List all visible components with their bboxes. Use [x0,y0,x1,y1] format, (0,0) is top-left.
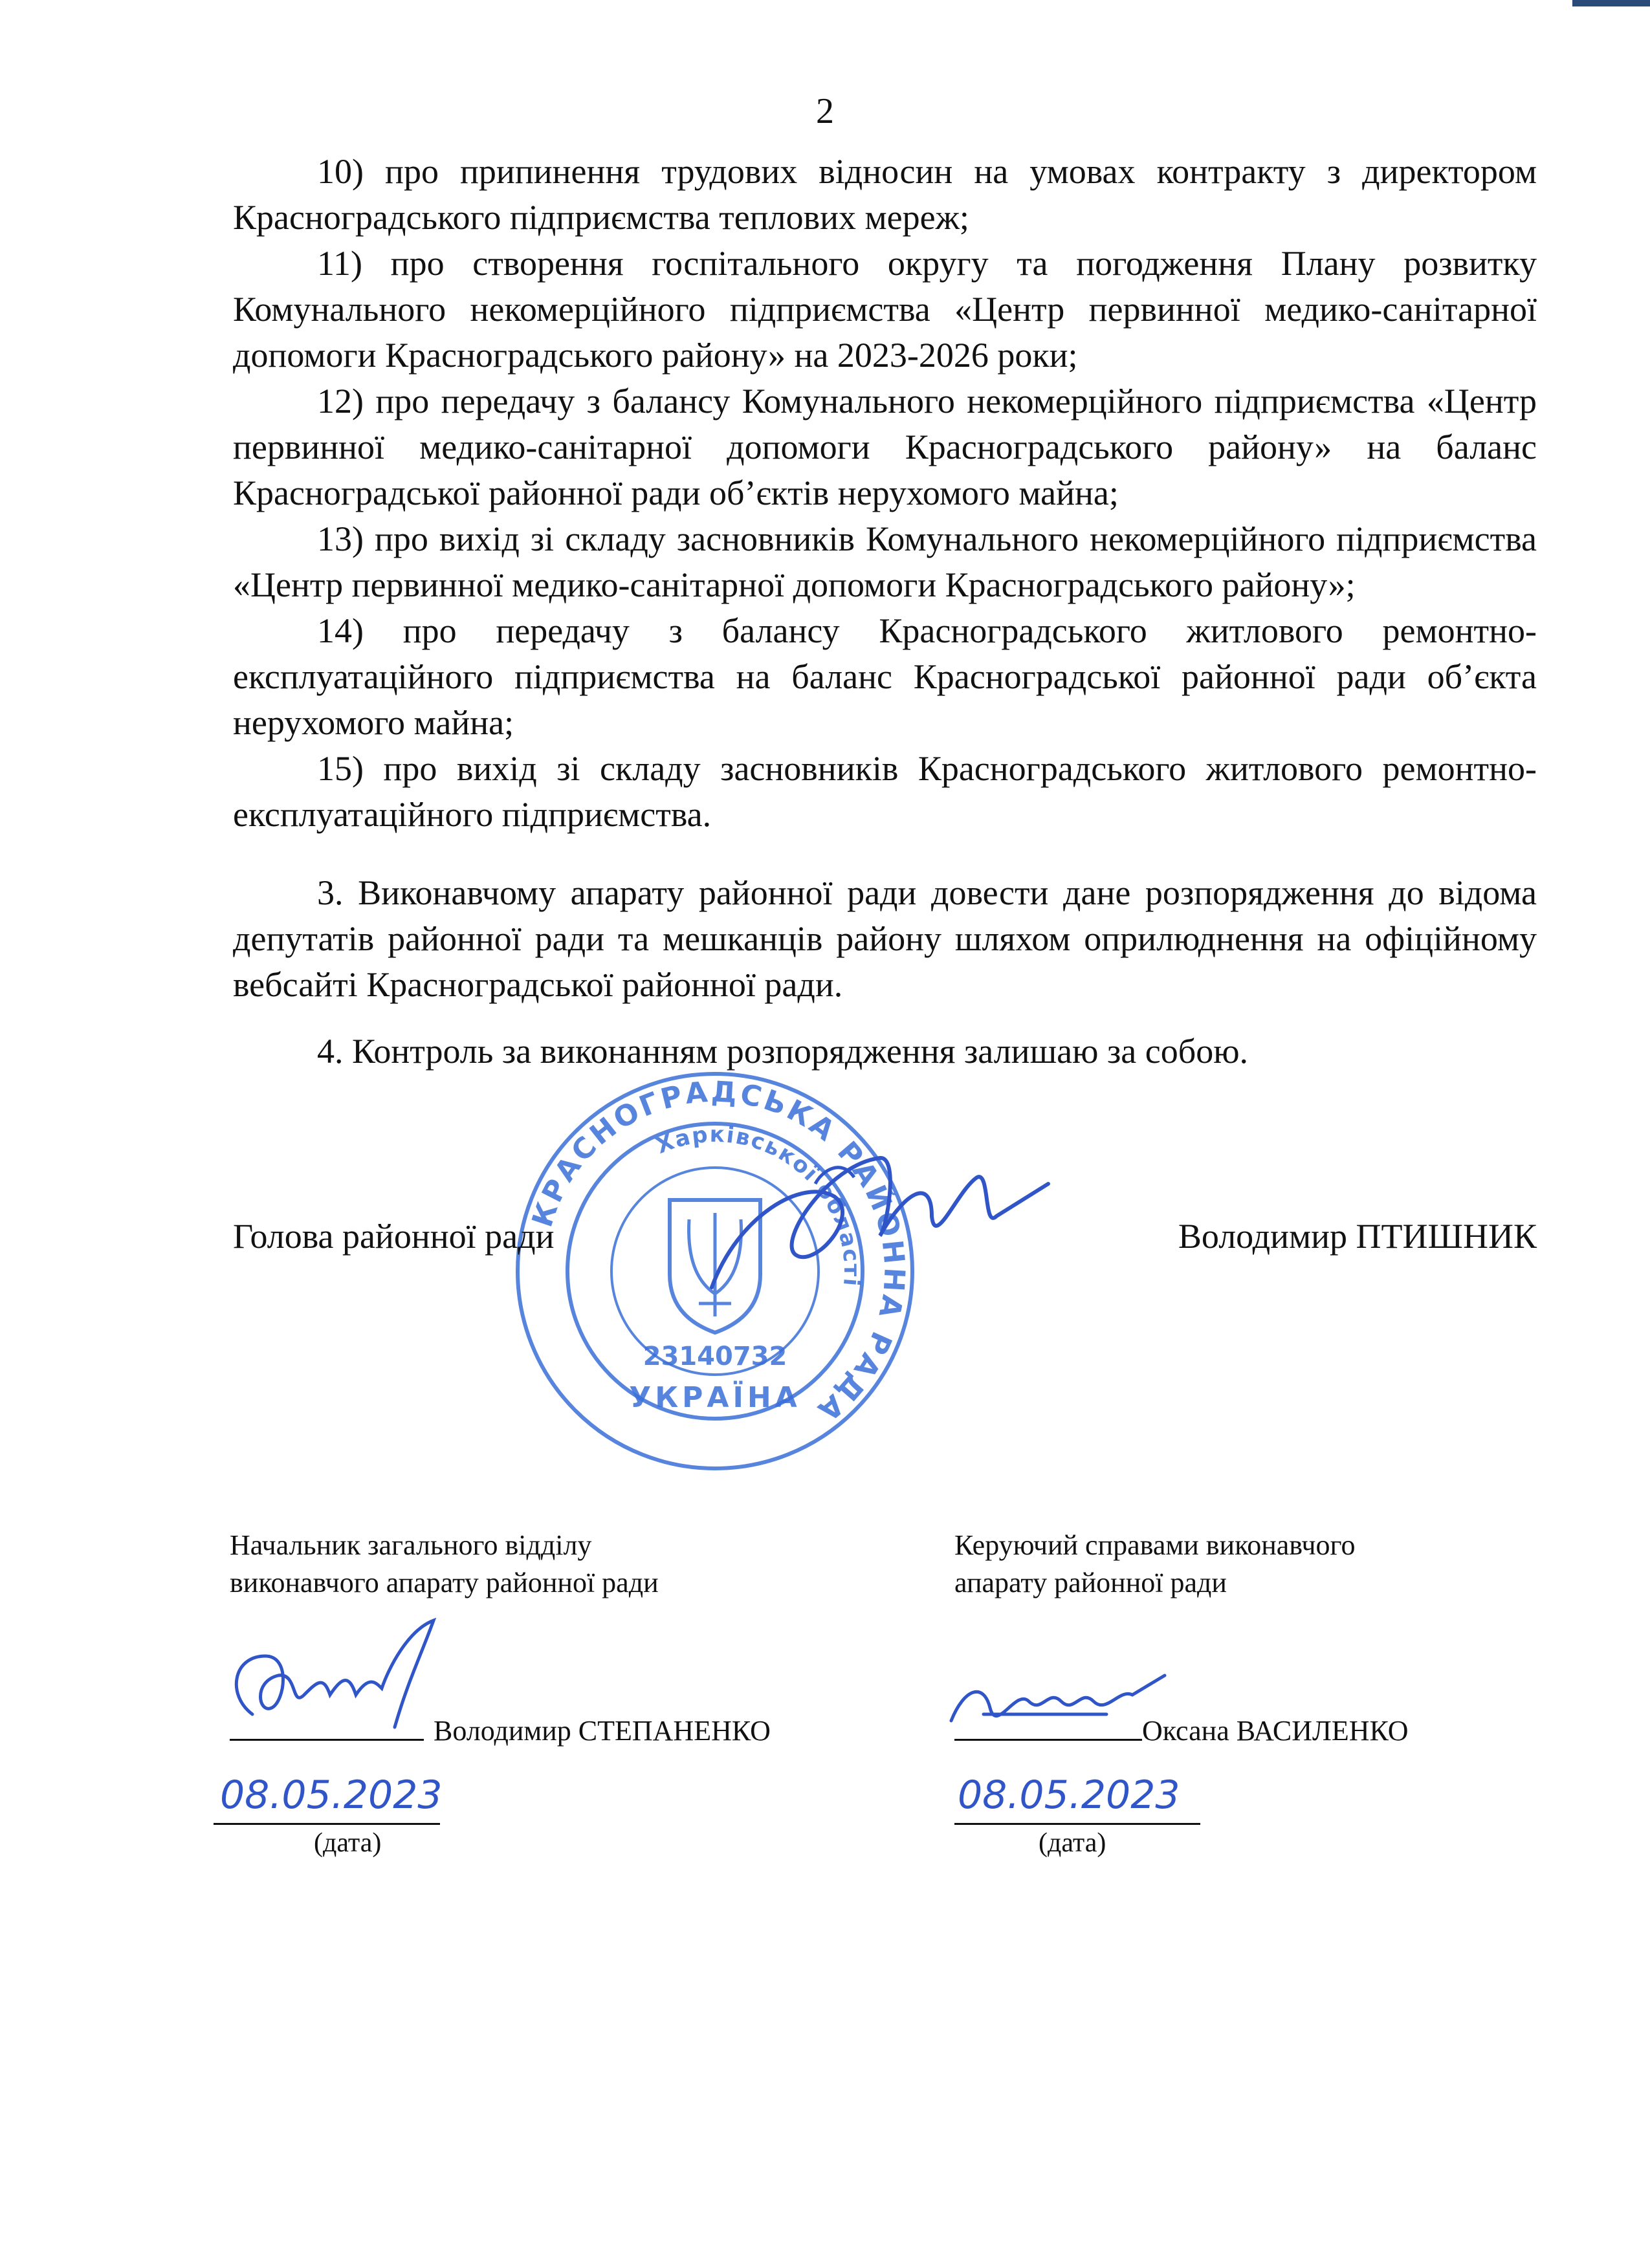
approval-left [230,1527,659,1602]
stamp-country: УКРАЇНА [629,1381,801,1414]
approval-left-signature-line [230,1739,424,1741]
head-signature [686,1139,1074,1333]
list-item: 10) про припинення трудових відносин на умовах контракту з директором Красноградського підприємства теплових мереж; [233,152,1537,237]
approval-right-date-handwritten [951,1766,1223,1824]
document-body [233,149,1537,1074]
scan-corner-mark [1572,0,1650,6]
stamp-outer-text: КРАСНОГРАДСЬКА РАЙОННА РАДА [525,1075,911,1429]
approval-right-name: Оксана ВАСИЛЕНКО [1142,1715,1409,1747]
signatory-name: Володимир ПТИШНИК [1178,1217,1537,1256]
approval-right-signature-line [954,1739,1142,1741]
svg-text:08.05.2023: 08.05.2023 [958,1772,1180,1818]
approval-right [954,1527,1355,1602]
approval-left-signature [214,1617,459,1747]
list-item: 15) про вихід зі складу засновників Красноградського житлового ремонтно-експлуатаційного підприємства. [233,749,1537,834]
approval-left-date-caption: (дата) [314,1828,382,1858]
approval-right-date-line [954,1823,1200,1825]
stamp-inner-text: Харківської області [652,1121,865,1289]
approval-role-line2: виконавчого апарату районної ради [230,1567,659,1598]
stamp-code: 23140732 [643,1342,787,1371]
list-item: 12) про передачу з балансу Комунального некомерційного підприємства «Центр первинної медико-санітарної допомоги Красноградського району» на баланс Красноградської районної ради об’єктів нерухомого майна; [233,382,1537,512]
point-3-paragraph: 3. Виконавчому апарату районної ради довести дане розпорядження до відома депутатів районної ради та мешканців району шляхом оприлюднення на офіційному вебсайті Красноградської районної ради. [233,873,1537,1004]
signatory-title: Голова районної ради [233,1217,555,1256]
approval-left-date-handwritten [214,1766,459,1824]
approval-right-date-caption: (дата) [1039,1828,1106,1858]
approval-role-line2: апарату районної ради [954,1567,1227,1598]
point-4-paragraph: 4. Контроль за виконанням розпорядження залишаю за собою. [317,1032,1249,1071]
approval-left-date-line [214,1823,440,1825]
list-item: 11) про створення госпітального округу та погодження Плану розвитку Комунального некомерційного підприємства «Центр первинної медико-санітарної допомоги Красноградського району» на 2023-2026 роки; [233,244,1537,375]
list-item: 13) про вихід зі складу засновників Комунального некомерційного підприємства «Центр первинної медико-санітарної допомоги Красноградського району»; [233,519,1537,604]
svg-text:08.05.2023: 08.05.2023 [220,1772,443,1818]
approval-role-line1: Керуючий справами виконавчого [954,1529,1356,1561]
approval-left-name: Володимир СТЕПАНЕНКО [434,1715,771,1747]
page-number: 2 [816,91,834,131]
list-item: 14) про передачу з балансу Красноградського житлового ремонтно-експлуатаційного підприємства на баланс Красноградської районної ради об’єкта нерухомого майна; [233,611,1537,742]
approval-role-line1: Начальник загального відділу [230,1529,592,1561]
